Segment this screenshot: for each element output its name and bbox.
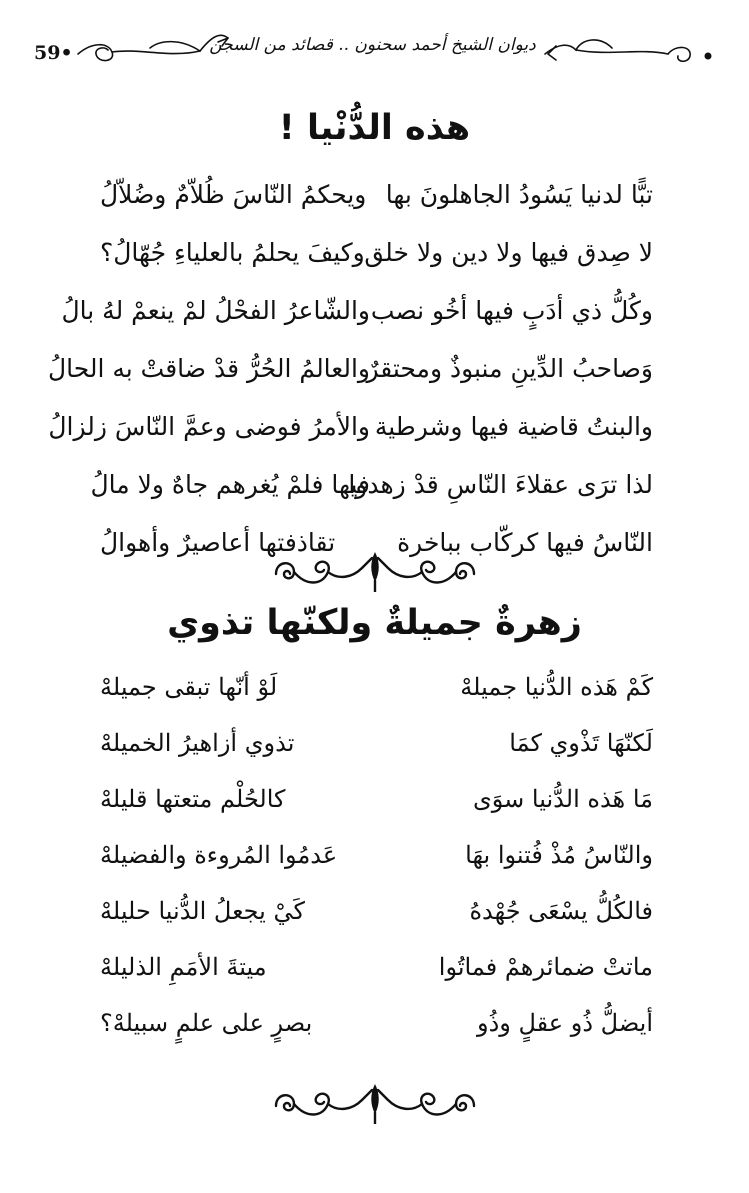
- verse-second-hemistich: والعالمُ الحُرُّ قدْ ضاقتْ به الحالُ: [47, 354, 370, 383]
- verse-first-hemistich: مَا هَذه الدُّنيا سوَى: [473, 785, 653, 813]
- section-divider-ornament: [272, 550, 478, 594]
- verse-first-hemistich: لَكنّهَا تَذْوي كمَا: [509, 729, 653, 757]
- page-number: 59•: [34, 42, 73, 64]
- verse-first-hemistich: وكُلُّ ذي أدَبٍ فيها أخُو نصب: [370, 296, 653, 325]
- verse-second-hemistich: فيها فلمْ يُغرهم جاهٌ ولا مالُ: [90, 470, 370, 499]
- verse-first-hemistich: والنّاسُ مُذْ فُتنوا بهَا: [465, 841, 653, 869]
- verse-first-hemistich: والبنتُ قاضية فيها وشرطية: [374, 412, 653, 441]
- verse-second-hemistich: تقاذفتها أعاصيرٌ وأهوالُ: [100, 528, 336, 557]
- verse-first-hemistich: لذا ترَى عقلاءَ النّاسِ قدْ زهدوا: [348, 470, 653, 499]
- verse-second-hemistich: تذوي أزاهيرُ الخميلهْ: [100, 729, 295, 757]
- verse-first-hemistich: النّاسُ فيها كركّاب بباخرة: [397, 528, 653, 557]
- verse: [0, 170, 749, 228]
- verse: [0, 286, 749, 344]
- verse: [0, 344, 749, 402]
- verse-second-hemistich: وكيفَ يحلمُ بالعلياءِ جُهّالُ؟: [100, 238, 365, 267]
- verse-second-hemistich: ويحكمُ النّاسَ ظُلاّمٌ وضُلاّلُ: [100, 180, 367, 209]
- verse-second-hemistich: كَيْ يجعلُ الدُّنيا حليلهْ: [100, 897, 305, 925]
- verse-first-hemistich: فالكُلُّ يسْعَى جُهْدهُ: [469, 897, 653, 925]
- verse: [0, 402, 749, 460]
- verse: [0, 774, 749, 830]
- verse: [0, 942, 749, 998]
- verse-second-hemistich: ميتةَ الأمَمِ الذليلهْ: [100, 953, 267, 981]
- verse: [0, 998, 749, 1054]
- verse-first-hemistich: تبًّا لدنيا يَسُودُ الجاهلونَ بها: [385, 180, 653, 209]
- verse-second-hemistich: كالحُلْم متعتها قليلهْ: [100, 785, 286, 813]
- poem-1: [0, 170, 749, 576]
- poem-title-2: زهرةٌ جميلةٌ ولكنّها تذوي: [167, 603, 582, 643]
- end-ornament: [272, 1082, 478, 1126]
- running-title: ديوان الشيخ أحمد سحنون .. قصائد من السجن: [209, 35, 536, 55]
- verse: [0, 718, 749, 774]
- verse: [0, 460, 749, 518]
- poem-title-1: هذه الدُّنْيا !: [278, 108, 471, 148]
- verse-first-hemistich: لا صِدق فيها ولا دين ولا خلق: [364, 238, 653, 267]
- verse-second-hemistich: بصرٍ على علمٍ سبيلهْ؟: [100, 1009, 313, 1037]
- poem-2: [0, 662, 749, 1054]
- page-header: [0, 18, 749, 78]
- verse-second-hemistich: لَوْ أنّها تبقى جميلهْ: [100, 673, 278, 701]
- verse: [0, 662, 749, 718]
- verse-second-hemistich: والأمرُ فوضى وعمَّ النّاسَ زلزالُ: [48, 412, 370, 441]
- verse-first-hemistich: أيضلُّ ذُو عقلٍ وذُو: [476, 1009, 653, 1037]
- verse-first-hemistich: ماتتْ ضمائرهمْ فماتُوا: [438, 953, 653, 981]
- verse-second-hemistich: والشّاعرُ الفحْلُ لمْ ينعمْ لهُ بالُ: [61, 296, 370, 325]
- verse-first-hemistich: وَصاحبُ الدِّينِ منبوذٌ ومحتقرٌ: [366, 354, 653, 383]
- verse: [0, 228, 749, 286]
- verse: [0, 830, 749, 886]
- verse-first-hemistich: كَمْ هَذه الدُّنيا جميلهْ: [460, 673, 653, 701]
- verse-second-hemistich: عَدمُوا المُروءة والفضيلهْ: [100, 841, 338, 869]
- verse: [0, 886, 749, 942]
